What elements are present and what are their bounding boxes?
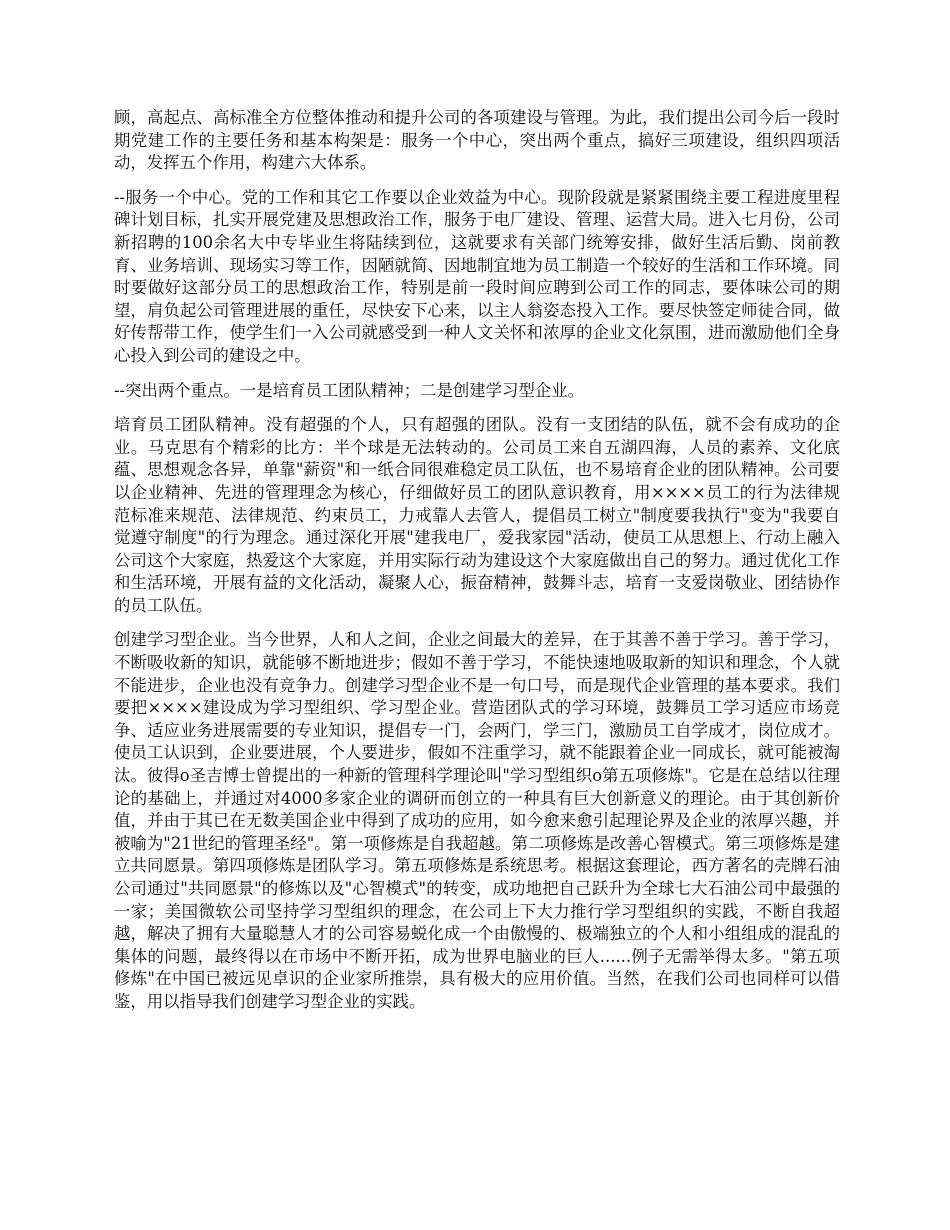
paragraph: 创建学习型企业。当今世界，人和人之间，企业之间最大的差异，在于其善不善于学习。善于学习，不断吸收新的知识，就能够不断地进步；假如不善于学习，不能快速地吸取新的知识和理念，个人就不能进步，企业也没有竞争力。创建学习型企业不是一句口号，而是现代企业管理的基本要求。我们要把××××建设成为学习型组织、学习型企业。营造团队式的学习环境，鼓舞员工学习适应市场竞争、适应业务进展需要的专业知识，提倡专一门，会两门，学三门，激励员工自学成才，岗位成才。使员工认识到，企业要进展，个人要进步，假如不注重学习，就不能跟着企业一同成长，就可能被淘汰。彼得ο圣吉博士曾提出的一种新的管理科学理论叫"学习型组织ο第五项修炼"。它是在总结以往理论的基础上，并通过对4000多家企业的调研而创立的一种具有巨大创新意义的理论。由于其创新价值，并由于其已在无数美国企业中得到了成功的应用，如今愈来愈引起理论界及企业的浓厚兴趣，并被喻为"21世纪的管理圣经"。第一项修炼是自我超越。第二项修炼是改善心智模式。第三项修炼是建立共同愿景。第四项修炼是团队学习。第五项修炼是系统思考。根据这套理论，西方著名的壳牌石油公司通过"共同愿景"的修炼以及"心智模式"的转变，成功地把自己跃升为全球七大石油公司中最强的一家；美国微软公司坚持学习型组织的理念，在公司上下大力推行学习型组织的实践，不断自我超越，解决了拥有大量聪慧人才的公司容易蜕化成一个由傲慢的、极端独立的个人和小组组成的混乱的集体的问题，最终得以在市场中不断开拓，成为世界电脑业的巨人......例子无需举得太多。"第五项修炼"在中国已被远见卓识的企业家所推崇，具有极大的应用价值。当然，在我们公司也同样可以借鉴，用以指导我们创建学习型企业的实践。 xyxy=(114,630,840,1011)
paragraph: 培育员工团队精神。没有超强的个人，只有超强的团队。没有一支团结的队伍，就不会有成功的企业。马克思有个精彩的比方：半个球是无法转动的。公司员工来自五湖四海，人员的素养、文化底蕴、思想观念各异，单靠"薪资"和一纸合同很难稳定员工队伍，也不易培育企业的团队精神。公司要以企业精神、先进的管理理念为核心，仔细做好员工的团队意识教育，用××××员工的行为法律规范标准来规范、法律规范、约束员工，力戒靠人去管人，提倡员工树立"制度要我执行"变为"我要自觉遵守制度"的行为理念。通过深化开展"建我电厂，爱我家园"活动，使员工从思想上、行动上融入公司这个大家庭，热爱这个大家庭，并用实际行动为建设这个大家庭做出自己的努力。通过优化工作和生活环境，开展有益的文化活动，凝聚人心，振奋精神，鼓舞斗志，培育一支爱岗敬业、团结协作的员工队伍。 xyxy=(114,415,840,615)
paragraph: 顾，高起点、高标准全方位整体推动和提升公司的各项建设与管理。为此，我们提出公司今后一段时期党建工作的主要任务和基本构架是：服务一个中心，突出两个重点，搞好三项建设，组织四项活动，发挥五个作用，构建六大体系。 xyxy=(114,108,840,173)
paragraph: --突出两个重点。一是培育员工团队精神；二是创建学习型企业。 xyxy=(114,380,585,400)
paragraph: --服务一个中心。党的工作和其它工作要以企业效益为中心。现阶段就是紧紧围绕主要工程进度里程碑计划目标，扎实开展党建及思想政治工作，服务于电厂建设、管理、运营大局。进入七月份，公司新招聘的100余名大中专毕业生将陆续到位，这就要求有关部门统筹安排，做好生活后勤、岗前教育、业务培训、现场实习等工作，因陋就简、因地制宜地为员工制造一个较好的生活和工作环境。同时要做好这部分员工的思想政治工作，特别是前一段时间应聘到公司工作的同志，要体味公司的期望，肩负起公司管理进展的重任，尽快安下心来，以主人翁姿态投入工作。要尽快签定师徒合同，做好传帮带工作，使学生们一入公司就感受到一种人文关怀和浓厚的企业文化氛围，进而激励他们全身心投入到公司的建设之中。 xyxy=(114,187,840,365)
document-body xyxy=(114,107,840,1026)
